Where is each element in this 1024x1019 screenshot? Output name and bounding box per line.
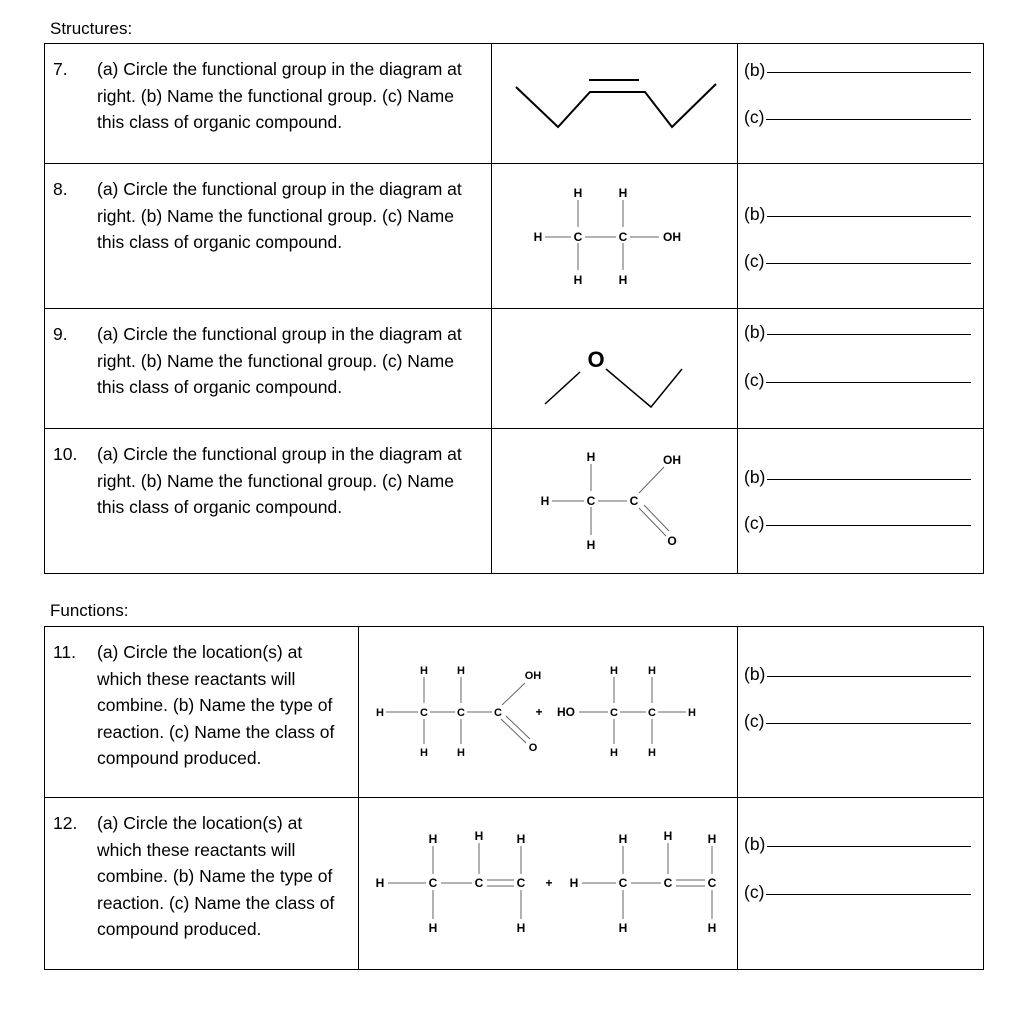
answer-blank[interactable] (767, 334, 971, 335)
answer-b-field[interactable] (744, 834, 971, 855)
plus-sign: + (535, 705, 543, 719)
answer-c-field[interactable] (744, 370, 971, 391)
question-text: (a) Circle the functional group in the diagram at right. (b) Name the functional group. (c) Name this class of organic compound. (97, 324, 462, 397)
atom-c: C (618, 230, 628, 244)
atom-h: H (610, 665, 618, 677)
answer-area (738, 798, 983, 969)
question-text: (a) Circle the location(s) at which these reactants will combine. (b) Name the type of reaction. (c) Name the class of compound produced. (97, 642, 335, 768)
atom-h: H (618, 921, 628, 935)
answer-c-label: (c) (744, 513, 765, 533)
atom-h: H (610, 747, 618, 759)
atom-h: H (420, 665, 428, 677)
question-number: 12. (53, 813, 78, 833)
answer-area (738, 309, 983, 428)
answer-b-label: (b) (744, 60, 766, 80)
atom-h: H (457, 665, 465, 677)
atom-h: H (707, 832, 717, 846)
atom-h: H (586, 538, 596, 552)
question-number: 11. (53, 642, 77, 662)
answer-b-field[interactable] (744, 664, 971, 685)
atom-c: C (420, 707, 428, 719)
answer-blank[interactable] (766, 119, 971, 120)
answer-blank[interactable] (766, 263, 971, 264)
question-7-row (45, 44, 984, 164)
atom-h: H (420, 747, 428, 759)
answer-c-field[interactable] (744, 711, 971, 732)
answer-b-label: (b) (744, 204, 766, 224)
atom-c: C (707, 876, 717, 890)
question-10-row (45, 429, 984, 574)
atom-c: C (586, 494, 596, 508)
atom-oh: OH (524, 670, 542, 682)
atom-oh: OH (663, 453, 681, 467)
atom-o: O (667, 534, 677, 548)
atom-c: C (618, 876, 628, 890)
question-9-row (45, 309, 984, 429)
atom-h: H (540, 494, 550, 508)
atom-o: O (528, 742, 538, 754)
carbon-chain-bond (606, 369, 682, 407)
question-number: 9. (53, 324, 68, 344)
carbon-chain-bond (545, 372, 580, 404)
plus-sign: + (545, 876, 553, 890)
atom-h: H (707, 921, 717, 935)
structures-table (44, 43, 984, 574)
answer-c-label: (c) (744, 251, 765, 271)
functions-table (44, 626, 984, 970)
answer-b-field[interactable] (744, 322, 971, 343)
answer-b-field[interactable] (744, 60, 971, 81)
atom-c: C (648, 707, 656, 719)
atom-o: O (587, 347, 605, 372)
atom-c: C (428, 876, 438, 890)
question-text: (a) Circle the functional group in the diagram at right. (b) Name the functional group. (c) Name this class of organic compound. (97, 179, 462, 252)
answer-blank[interactable] (766, 894, 971, 895)
atom-c: C (474, 876, 484, 890)
answer-blank[interactable] (767, 216, 971, 217)
atom-h: H (586, 450, 596, 464)
answer-area (738, 429, 983, 573)
atom-h: H (533, 230, 543, 244)
answer-b-field[interactable] (744, 204, 971, 225)
atom-h: H (428, 832, 438, 846)
question-number: 8. (53, 179, 68, 199)
answer-c-field[interactable] (744, 107, 971, 128)
answer-b-label: (b) (744, 664, 766, 684)
atom-h: H (516, 921, 526, 935)
question-text: (a) Circle the functional group in the diagram at right. (b) Name the functional group. (c) Name this class of organic compound. (97, 444, 462, 517)
answer-blank[interactable] (767, 846, 971, 847)
atom-c: C (663, 876, 673, 890)
answer-blank[interactable] (767, 479, 971, 480)
question-8-row (45, 164, 984, 309)
answer-blank[interactable] (766, 723, 971, 724)
atom-ho: HO (557, 705, 575, 719)
atom-h: H (618, 273, 628, 287)
answer-b-label: (b) (744, 467, 766, 487)
atom-h: H (428, 921, 438, 935)
question-10-text-block (45, 429, 491, 521)
answer-area (738, 627, 983, 797)
answer-c-label: (c) (744, 370, 765, 390)
atom-c: C (516, 876, 526, 890)
question-number: 10. (53, 444, 78, 464)
question-9-text-block (45, 309, 491, 401)
answer-area (738, 164, 983, 308)
atom-c: C (573, 230, 583, 244)
answer-b-label: (b) (744, 834, 766, 854)
atom-h: H (618, 186, 628, 200)
question-number: 7. (53, 59, 68, 79)
answer-blank[interactable] (767, 72, 971, 73)
atom-h: H (457, 747, 465, 759)
question-7-text-block (45, 44, 491, 136)
question-12-row (45, 798, 984, 970)
answer-c-label: (c) (744, 882, 765, 902)
answer-c-field[interactable] (744, 251, 971, 272)
answer-b-label: (b) (744, 322, 766, 342)
question-8-text-block (45, 164, 491, 256)
functions-heading: Functions: (50, 601, 129, 620)
atom-h: H (569, 876, 579, 890)
atom-c: C (629, 494, 639, 508)
answer-blank[interactable] (766, 525, 971, 526)
question-11-row (45, 627, 984, 798)
atom-h: H (618, 832, 628, 846)
question-text: (a) Circle the functional group in the diagram at right. (b) Name the functional group. (c) Name this class of organic compound. (97, 59, 462, 132)
answer-c-label: (c) (744, 711, 765, 731)
atom-h: H (516, 832, 526, 846)
answer-blank[interactable] (767, 676, 971, 677)
atom-h: H (376, 707, 384, 719)
answer-c-field[interactable] (744, 882, 971, 903)
question-12-text-block (45, 798, 358, 943)
atom-h: H (573, 273, 583, 287)
structures-heading: Structures: (50, 19, 133, 38)
question-11-text-block (45, 627, 358, 772)
atom-h: H (663, 829, 673, 843)
atom-h: H (474, 829, 484, 843)
answer-blank[interactable] (766, 382, 971, 383)
answer-c-label: (c) (744, 107, 765, 127)
atom-oh: OH (663, 230, 681, 244)
atom-h: H (375, 876, 385, 890)
atom-c: C (610, 707, 618, 719)
answer-c-field[interactable] (744, 513, 971, 534)
atom-c: C (494, 707, 502, 719)
atom-c: C (457, 707, 465, 719)
answer-b-field[interactable] (744, 467, 971, 488)
atom-h: H (573, 186, 583, 200)
atom-h: H (688, 707, 696, 719)
atom-h: H (648, 747, 656, 759)
question-text: (a) Circle the location(s) at which these reactants will combine. (b) Name the type of reaction. (c) Name the class of compound produced. (97, 813, 335, 939)
answer-area (738, 44, 983, 163)
atom-h: H (648, 665, 656, 677)
carbon-chain-bond (516, 84, 716, 127)
